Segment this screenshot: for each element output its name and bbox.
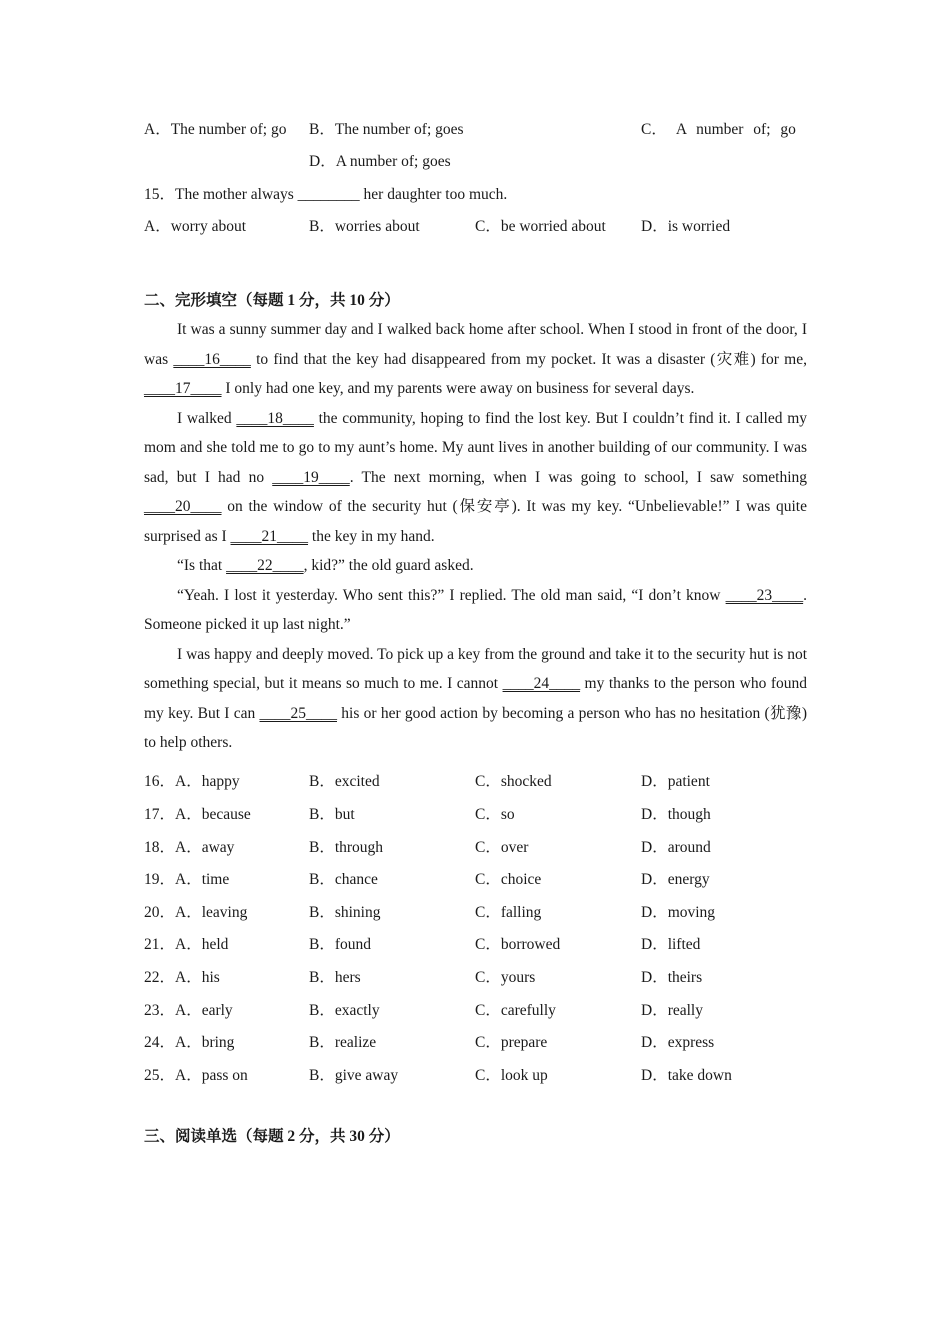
q15-stem: 15．The mother always ________ her daughter too much. [144,186,508,203]
blank-20: ____20____ [144,498,222,515]
q15-option-a: A．worry about [144,218,247,235]
option-a: 16．A．happy [144,773,240,790]
q15-option-d: D．is worried [641,218,731,235]
option-a: 24．A．bring [144,1034,235,1051]
option-a: 25．A．pass on [144,1067,248,1084]
passage-text: my thanks to the person who found my key. But I can [144,675,807,722]
q14-option-b: B．The number of; goes [309,121,464,138]
blank-16: ____16____ [173,350,251,368]
option-a: 19．A．time [144,871,230,888]
option-c: C．borrowed [475,936,561,953]
passage-text: the community, hoping to find the lost key. But I couldn’t find it. I called my mom and she told me to go to my aunt’s home. My aunt lives in another building of our community. I was sad, but I had no [144,409,807,486]
option-d: D．energy [641,871,710,888]
q14-option-a: A．The number of; go [144,121,287,138]
option-b: B．realize [309,1034,377,1051]
passage-text: to find that the key had disappeared from my pocket. It was a disaster (灾难) for me, [250,350,807,368]
passage-paragraph-5 [144,640,807,758]
option-a: 22．A．his [144,969,220,986]
option-d: D．lifted [641,936,701,953]
passage-text: . Someone picked it up last night.” [144,586,807,633]
passage-text: “Yeah. I lost it yesterday. Who sent this?” I replied. The old man said, “I don’t know [177,586,726,604]
passage-text: It was a sunny summer day and I walked back home after school. When I stood in front of the door, I was [144,321,807,368]
option-d: D．around [641,839,711,856]
section-2-heading: 二、完形填空（每题 1 分，共 10 分） [144,292,400,309]
blank-24: ____24____ [502,675,581,692]
option-c: C．choice [475,871,542,888]
option-row-21 [144,932,824,956]
option-row-22 [144,965,824,989]
option-row-16 [144,769,824,793]
option-d: D．take down [641,1067,732,1084]
option-row-19 [144,867,824,891]
option-d: D．theirs [641,969,703,986]
blank-21: ____21____ [230,527,309,545]
option-a: 21．A．held [144,936,229,953]
option-a: 17．A．because [144,806,251,823]
passage-text: “Is that [177,557,227,574]
option-row-25 [144,1063,824,1087]
option-b: B．exactly [309,1002,380,1019]
option-c: C．over [475,839,529,856]
blank-23: ____23____ [725,586,804,604]
q14-option-d: D．A number of; goes [309,153,451,170]
passage-paragraph-4 [144,581,807,640]
blank-17: ____17____ [144,380,222,397]
option-b: B．through [309,839,384,856]
option-c: C．prepare [475,1034,548,1051]
option-b: B．hers [309,969,361,986]
q14-option-c: C． A number of; go [641,121,796,138]
option-b: B．excited [309,773,380,790]
blank-18: ____18____ [236,409,314,427]
option-d: D．moving [641,904,716,921]
option-a: 20．A．leaving [144,904,248,921]
option-c: C．look up [475,1067,548,1084]
option-b: B．found [309,936,372,953]
option-row-23 [144,998,824,1022]
option-d: D．though [641,806,711,823]
passage-text: I walked [177,409,237,427]
option-c: C．yours [475,969,536,986]
passage-paragraph-3 [144,551,807,581]
passage-text: , kid?” the old guard asked. [303,557,474,574]
passage-paragraph-2 [144,404,807,552]
option-row-20 [144,900,824,924]
option-row-24 [144,1030,824,1054]
option-b: B．but [309,806,355,823]
option-a: 23．A．early [144,1002,233,1019]
q15-option-c: C．be worried about [475,218,606,235]
option-b: B．chance [309,871,378,888]
option-c: C．falling [475,904,542,921]
passage-text: I was happy and deeply moved. To pick up a key from the ground and take it to the security hut is not something special, but it means so much to me. I cannot [144,645,807,692]
passage-text: the key in my hand. [308,527,435,545]
option-a: 18．A．away [144,839,235,856]
passage-text: his or her good action by becoming a person who has no hesitation (犹豫) to help others. [144,704,807,751]
option-c: C．so [475,806,515,823]
passage-text: . The next morning, when I was going to school, I saw something [349,468,807,486]
blank-19: ____19____ [272,468,350,486]
option-row-18 [144,835,824,859]
cloze-passage [144,315,807,758]
option-d: D．really [641,1002,703,1019]
option-c: C．carefully [475,1002,556,1019]
q15-option-b: B．worries about [309,218,420,235]
passage-text: I only had one key, and my parents were away on business for several days. [221,380,695,397]
blank-25: ____25____ [259,704,337,722]
option-d: D．patient [641,773,710,790]
passage-text: on the window of the security hut (保安亭). It was my key. “Unbelievable!” I was quite surprised as I [144,498,807,545]
option-c: C．shocked [475,773,552,790]
option-b: B．shining [309,904,381,921]
blank-22: ____22____ [226,557,304,574]
section-3-heading: 三、阅读单选（每题 2 分，共 30 分） [144,1128,400,1145]
passage-paragraph-1 [144,315,807,404]
option-d: D．express [641,1034,715,1051]
option-row-17 [144,802,824,826]
option-b: B．give away [309,1067,399,1084]
